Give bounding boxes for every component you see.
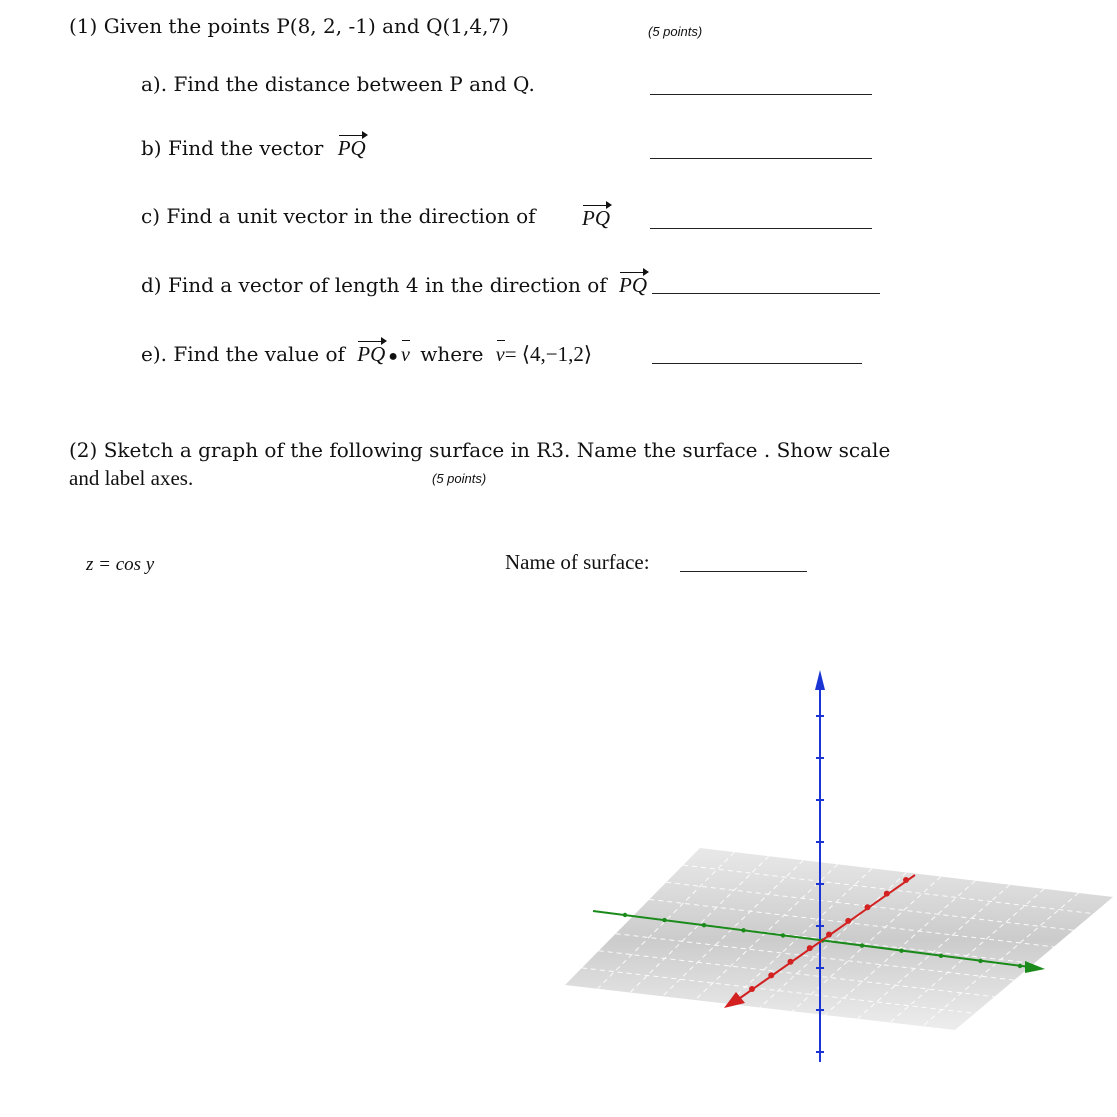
z-axis-arrow [815,670,825,690]
x-axis-tick [903,877,909,883]
y-axis-tick [978,959,982,963]
vector-pq: PQ [337,136,366,160]
y-axis-tick [899,949,903,953]
question-1-points: (5 points) [648,24,703,39]
question-1e-where: where [420,342,484,366]
question-1d-label: d) Find a vector of length 4 in the direction of [141,273,607,297]
vector-v-def: v [495,344,505,366]
x-axis-tick [826,932,832,938]
x-axis-tick [749,986,755,992]
question-1b-label: b) Find the vector [141,136,324,160]
y-axis-tick [860,943,864,947]
y-axis-tick [623,913,627,917]
x-axis-tick [845,918,851,924]
vector-pq: PQ [357,342,386,366]
x-axis-tick [807,945,813,951]
y-axis-tick [662,918,666,922]
surface-equation: z = cos y [86,554,155,575]
question-1e-text: e). Find the value of PQ ● v where v= ⟨4,−1,2⟩ [141,342,593,366]
question-2-title-line2: and label axes. [69,466,194,490]
y-axis-arrow [1025,961,1045,973]
question-1e-label: e). Find the value of [141,342,345,366]
x-axis-tick [788,959,794,965]
question-1c-text: c) Find a unit vector in the direction of [141,204,536,228]
x-axis-tick [768,972,774,978]
vector-pq: PQ [619,273,648,297]
name-of-surface-label: Name of surface: [505,550,650,574]
question-1-title: (1) Given the points P(8, 2, -1) and Q(1,4,7) [69,14,509,38]
y-axis-tick [1018,964,1022,968]
question-2-title-line1: (2) Sketch a graph of the following surface in R3. Name the surface . Show scale [69,438,891,462]
y-axis-tick [939,954,943,958]
question-1a-text: a). Find the distance between P and Q. [141,72,535,96]
vector-v: v [400,344,410,366]
vector-pq: PQ [582,206,610,230]
x-axis-tick [865,904,871,910]
x-axis-tick [884,891,890,897]
y-axis-tick [781,933,785,937]
y-axis-tick [741,928,745,932]
vector-v-value: = ⟨4,−1,2⟩ [504,342,593,366]
y-axis-tick [702,923,706,927]
question-2-points: (5 points) [432,471,487,486]
